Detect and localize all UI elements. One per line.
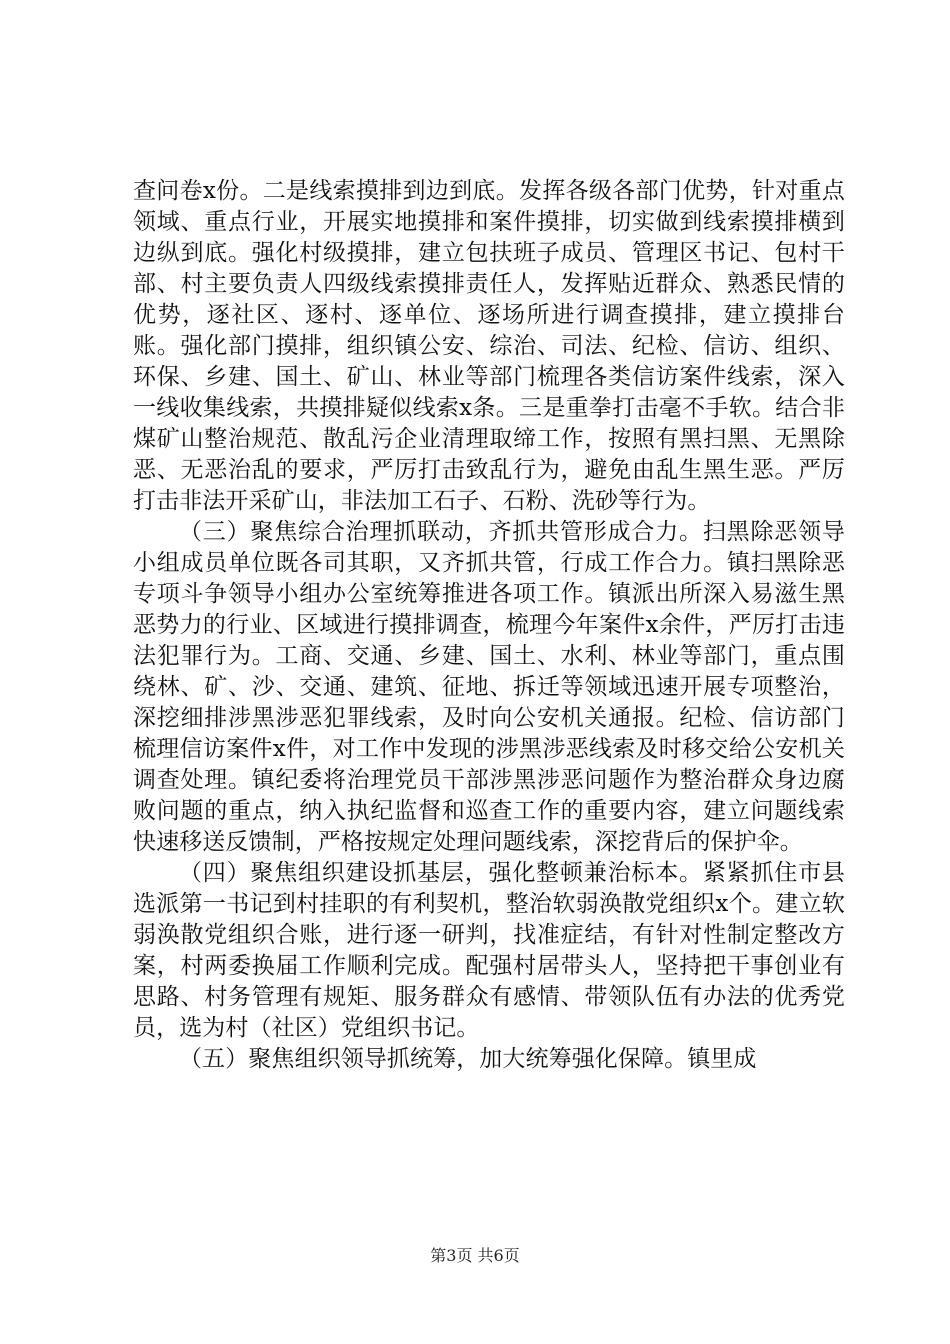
page-number-footer: 第3页 共6页: [430, 1246, 520, 1265]
paragraph-continued: 查问卷x份。二是线索摸排到边到底。发挥各级各部门优势，针对重点领域、重点行业，开展实地摸排和案件摸排，切实做到线索摸排横到边纵到底。强化村级摸排，建立包扶班子成员、管理区书记、包村干部、村主要负责人四级线索摸排责任人，发挥贴近群众、熟悉民情的优势，逐社区、逐村、逐单位、逐场所进行调查摸排，建立摸排台账。强化部门摸排，组织镇公安、综治、司法、纪检、信访、组织、环保、乡建、国土、矿山、林业等部门梳理各类信访案件线索，深入一线收集线索，共摸排疑似线索x条。三是重拳打击毫不手软。结合非煤矿山整治规范、散乱污企业清理取缔工作，按照有黑扫黑、无黑除恶、无恶治乱的要求，严厉打击致乱行为，避免由乱生黑生恶。严厉打击非法开采矿山，非法加工石子、石粉、洗砂等行为。: [133, 178, 845, 514]
document-body: [133, 176, 845, 1075]
paragraph-section-five: （五）聚焦组织领导抓统筹，加大统筹强化保障。镇里成: [179, 1046, 757, 1072]
paragraph-section-three: （三）聚焦综合治理抓联动，齐抓共管形成合力。扫黑除恶领导小组成员单位既各司其职，又齐抓共管，行成工作合力。镇扫黑除恶专项斗争领导小组办公室统筹推进各项工作。镇派出所深入易滋生黑恶势力的行业、区域进行摸排调查，梳理今年案件x余件，严厉打击违法犯罪行为。工商、交通、乡建、国土、水利、林业等部门，重点围绕林、矿、沙、交通、建筑、征地、拆迁等领域迅速开展专项整治，深挖细排涉黑涉恶犯罪线索，及时向公安机关通报。纪检、信访部门梳理信访案件x件，对工作中发现的涉黑涉恶线索及时移交给公安机关调查处理。镇纪委将治理党员干部涉黑涉恶问题作为整治群众身边腐败问题的重点，纳入执纪监督和巡查工作的重要内容，建立问题线索快速移送反馈制，严格按规定处理问题线索，深挖背后的保护伞。: [133, 519, 845, 855]
paragraph-section-four: （四）聚焦组织建设抓基层，强化整顿兼治标本。紧紧抓住市县选派第一书记到村挂职的有利契机，整治软弱涣散党组织x个。建立软弱涣散党组织合账，进行逐一研判，找准症结，有针对性制定整改方案，村两委换届工作顺利完成。配强村居带头人，坚持把干事创业有思路、村务管理有规矩、服务群众有感情、带领队伍有办法的优秀党员，选为村（社区）党组织书记。: [133, 860, 845, 1041]
